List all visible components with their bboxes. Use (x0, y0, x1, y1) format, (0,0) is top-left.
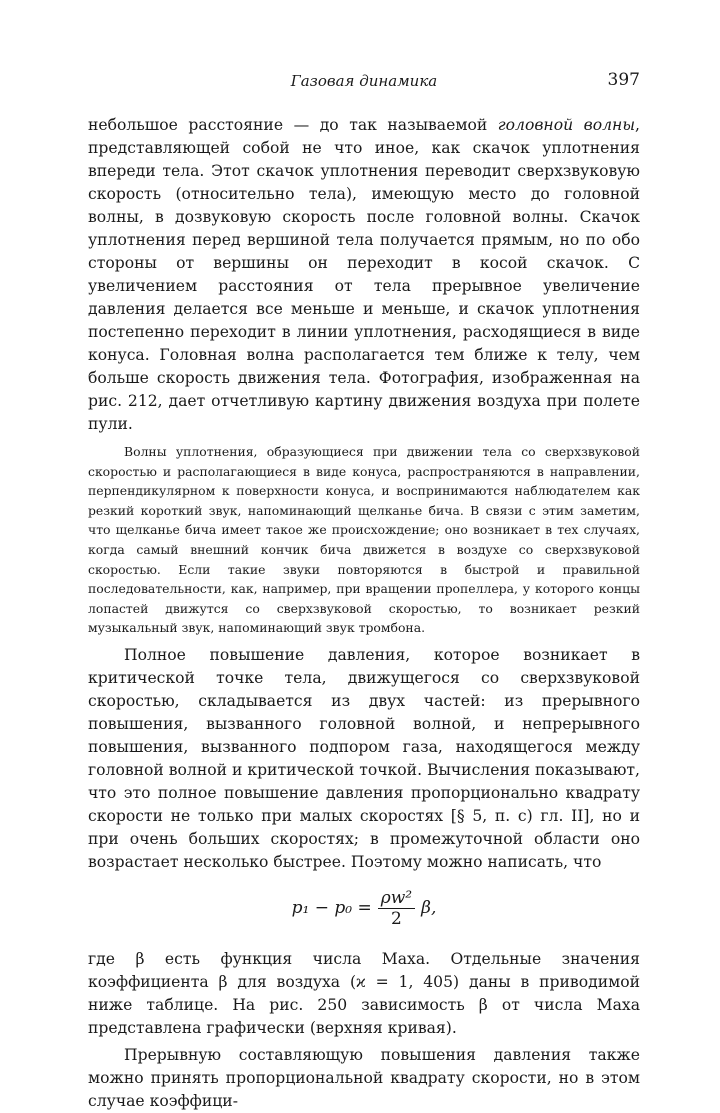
page (88, 72, 640, 1113)
formula-lhs: p₁ − p₀ = (291, 898, 372, 919)
page-number: 397 (607, 70, 640, 90)
paragraph-total-pressure: Полное повышение давления, которое возникает в критической точке тела, движущегося со сверхзвуковой скоростью, складывается из двух частей: из прерывного повышения, вызванного головной волной, и непрерывного повышения, вызванного подпором газа, находящегося между головной волной и критической точкой. Вычисления показывают, что это полное повышение давления пропорционально квадрату скорости не только при малых скоростях [§ 5, п. с) гл. II], но и при очень больших скоростях; в промежуточной области оно возрастает несколько быстрее. Поэтому можно написать, что (88, 645, 640, 871)
formula-pressure (88, 888, 640, 938)
term-head-wave: головной волны (497, 116, 636, 134)
formula-rhs: β, (421, 898, 437, 919)
running-title: Газовая динамика (290, 72, 438, 90)
page-header (88, 72, 640, 102)
formula-numerator: ρw² (378, 888, 415, 909)
paragraph-discontinuous-component: Прерывную составляющую повышения давления также можно принять пропорциональной квадрату скорости, но в этом случае коэффици- (88, 1045, 640, 1110)
formula-denominator: 2 (391, 908, 402, 929)
paragraph-beta-function: где β есть функция числа Маха. Отдельные значения коэффициента β для воздуха (ϰ = 1, 405) даны в приводимой ниже таблице. На рис. 250 зависимость β от числа Маха представлена графически (верхняя кривая). (88, 949, 640, 1037)
paragraph-head-wave (88, 114, 640, 436)
paragraph-head-wave-text-start: небольшое расстояние — до так называемой (88, 116, 498, 134)
paragraph-head-wave-text-end: , представляющей собой не что иное, как скачок уплотнения впереди тела. Этот скачок уплотнения переводит сверхзвуковую скорость (относительно тела), имеющую место до головной волны, в дозвуковую скорость после головной волны. Скачок уплотнения перед вершиной тела получается прямым, но по обо стороны от вершины он переходит в косой скачок. С увеличением расстояния от тела прерывное увеличение давления делается все меньше и меньше, и скачок уплотнения постепенно переходит в линии уплотнения, расходящиеся в виде конуса. Головная волна располагается тем ближе к телу, чем больше скорость движения тела. Фотография, изображенная на рис. 212, дает отчетливую картину движения воздуха при полете пули. (88, 116, 640, 433)
paragraph-whip-crack-note: Волны уплотнения, образующиеся при движении тела со сверхзвуковой скоростью и располагающиеся в виде конуса, распространяются в направлении, перпендикулярном к поверхности конуса, и воспринимаются наблюдателем как резкий короткий звук, напоминающий щелканье бича. В связи с этим заметим, что щелканье бича имеет такое же происхождение; оно возникает в тех случаях, когда самый внешний кончик бича движется в воздухе со сверхзвуковой скоростью. Если такие звуки повторяются в быстрой и правильной последовательности, как, например, при вращении пропеллера, у которого концы лопастей движутся со сверхзвуковой скоростью, то возникает резкий музыкальный звук, напоминающий звук тромбона. (88, 444, 640, 636)
formula-fraction (378, 888, 415, 929)
